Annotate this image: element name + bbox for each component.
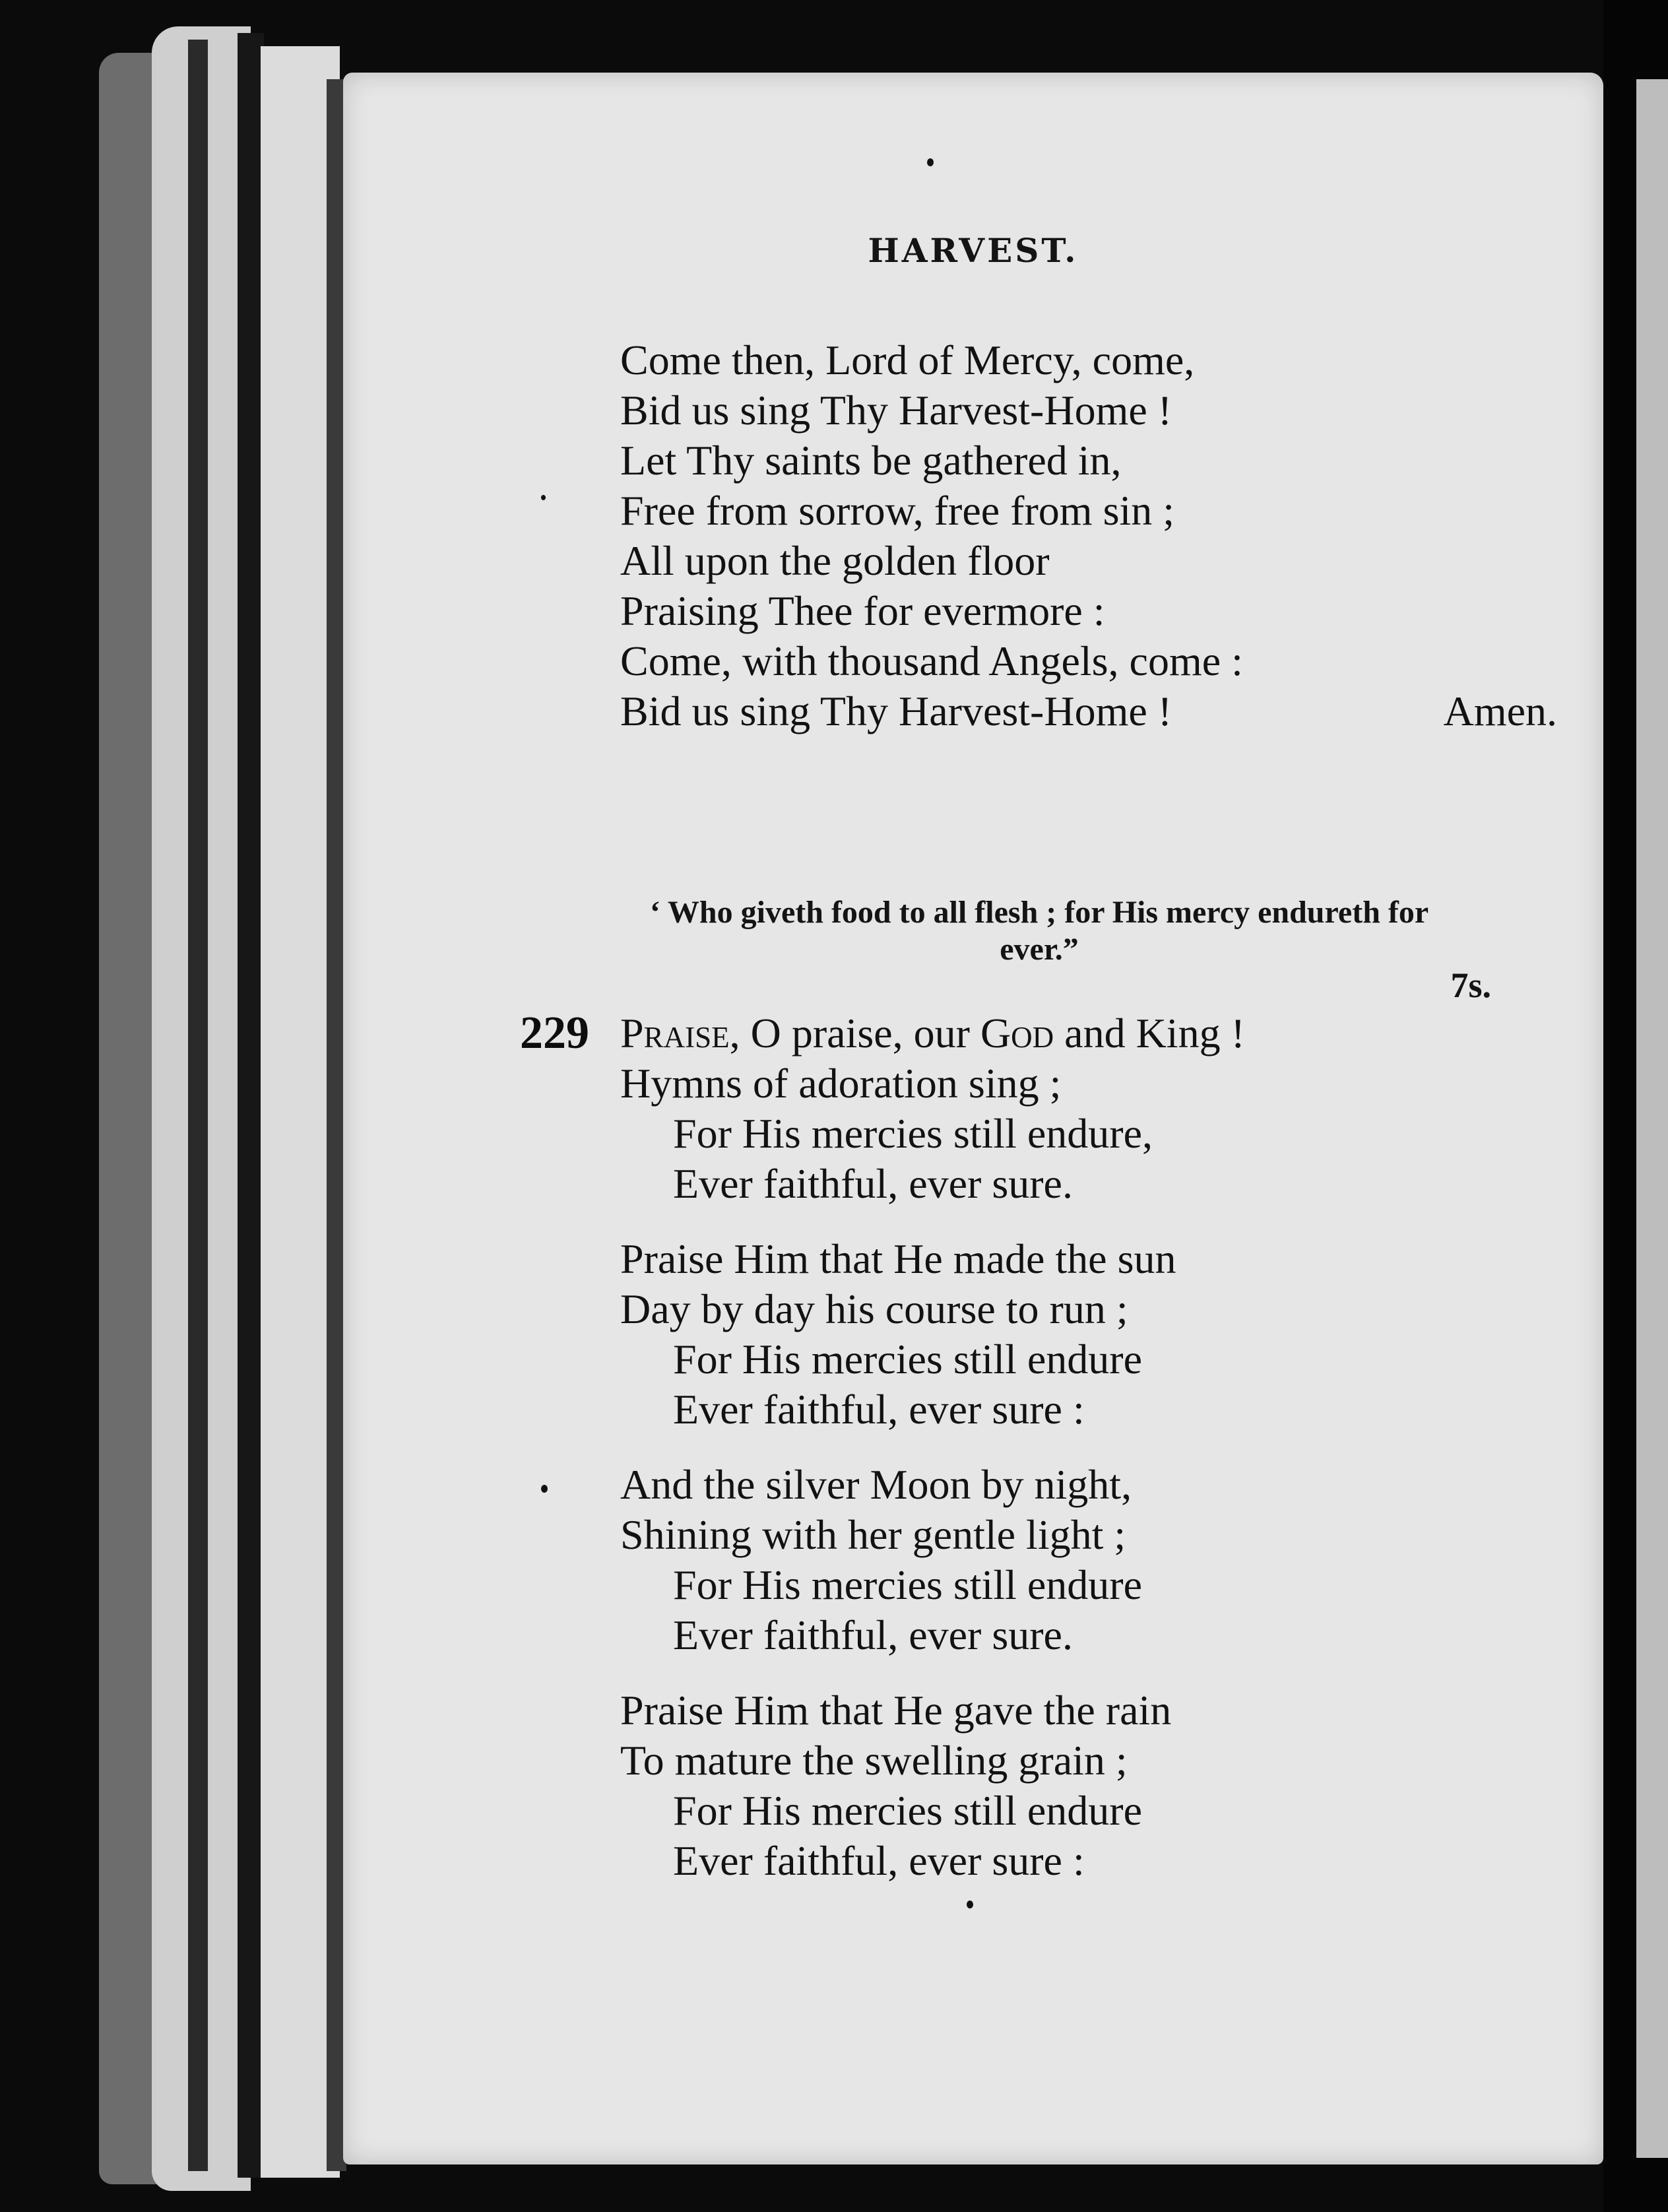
verse-line — [620, 686, 1570, 736]
verse-line: Praise Him that He made the sun — [620, 1235, 1176, 1282]
verse-line: Day by day his course to run ; — [620, 1285, 1128, 1332]
verse-line: For His mercies still endure — [673, 1561, 1142, 1608]
verse-line: To mature the swelling grain ; — [620, 1737, 1128, 1784]
verse-line: For His mercies still endure, — [673, 1110, 1153, 1157]
verse-line: Ever faithful, ever sure : — [673, 1837, 1085, 1884]
verse-line: Ever faithful, ever sure. — [673, 1611, 1073, 1658]
verse-line: Come, with thousand Angels, come : — [620, 637, 1243, 684]
verse-line: Ever faithful, ever sure : — [673, 1386, 1085, 1433]
verse-line: For His mercies still endure — [673, 1336, 1142, 1382]
verse-line: Let Thy saints be gathered in, — [620, 437, 1122, 484]
meter-label: 7s. — [1450, 965, 1491, 1005]
hymn-stanza-1 — [620, 1008, 1570, 1209]
verse-line: Praise Him that He gave the rain — [620, 1687, 1172, 1734]
first-line-end: and King ! — [1054, 1010, 1245, 1057]
verse-line: For His mercies still endure — [673, 1787, 1142, 1834]
verse-line: Come then, Lord of Mercy, come, — [620, 337, 1195, 383]
ink-dot — [541, 495, 546, 500]
epigraph-line: ‘ Who giveth food to all flesh ; for His mercy endureth for — [649, 895, 1429, 930]
next-page-edge — [1636, 79, 1668, 2158]
first-line-text: O praise, our — [740, 1010, 980, 1057]
verse-line: Bid us sing Thy Harvest-Home ! — [620, 387, 1172, 434]
previous-hymn-closing-stanza — [620, 335, 1570, 736]
verse-line: Free from sorrow, free from sin ; — [620, 487, 1175, 534]
god-word: God — [980, 1010, 1054, 1057]
page — [343, 73, 1603, 2164]
ink-dot — [927, 158, 934, 166]
book-edge — [238, 33, 264, 2178]
epigraph-line: ever.” — [1000, 932, 1079, 967]
book-edge — [188, 40, 208, 2171]
verse-line-text: Bid us sing Thy Harvest-Home ! — [620, 688, 1172, 734]
ink-dot — [967, 1901, 973, 1908]
verse-line: Hymns of adoration sing ; — [620, 1060, 1062, 1107]
hymn-stanza-3 — [620, 1460, 1570, 1660]
running-header: HARVEST. — [868, 231, 1079, 270]
hymn-first-line — [620, 1008, 1570, 1058]
hymn-stanza-4 — [620, 1685, 1570, 1886]
amen: Amen. — [1443, 688, 1557, 734]
hymn-number: 229 — [520, 1008, 589, 1058]
epigraph — [534, 894, 1544, 968]
verse-line: All upon the golden floor — [620, 537, 1050, 584]
first-word: Praise, — [620, 1010, 740, 1057]
hymn-stanza-2 — [620, 1234, 1570, 1435]
verse-line: Ever faithful, ever sure. — [673, 1160, 1073, 1207]
verse-line: Praising Thee for evermore : — [620, 587, 1105, 634]
ink-dot — [541, 1485, 548, 1493]
verse-line: And the silver Moon by night, — [620, 1461, 1132, 1508]
verse-line: Shining with her gentle light ; — [620, 1511, 1126, 1558]
